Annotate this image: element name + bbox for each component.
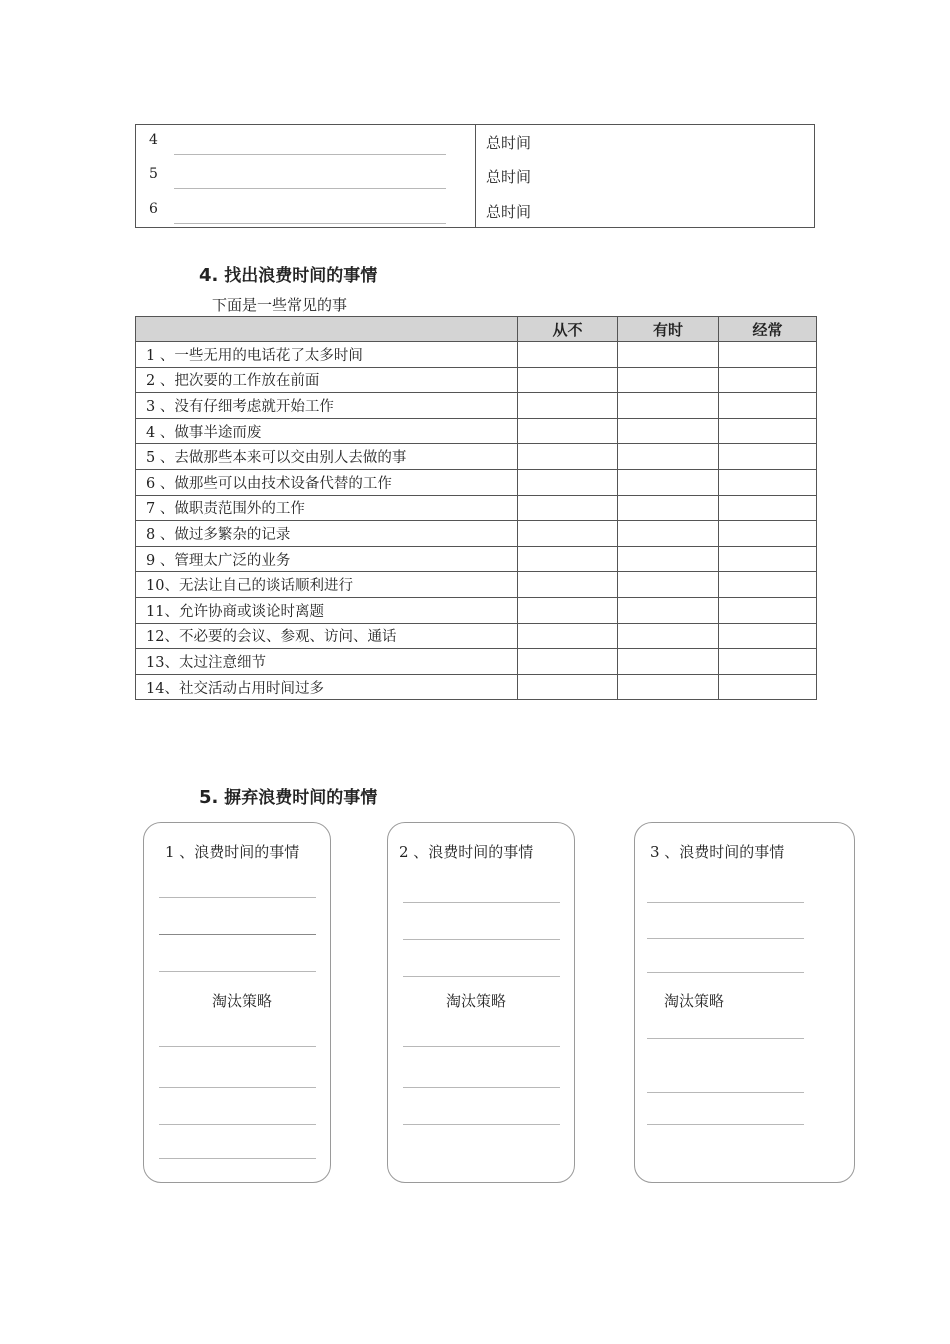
never-cell[interactable]	[518, 597, 618, 623]
time-log-row	[136, 201, 816, 221]
total-time-label: 总时间	[486, 134, 532, 152]
item-label: 7 、做职责范围外的工作	[136, 495, 518, 521]
never-cell[interactable]	[518, 418, 618, 444]
table-row	[136, 495, 817, 521]
strategy-label: 淘汰策略	[212, 992, 273, 1010]
fill-line[interactable]	[403, 1046, 560, 1047]
strategy-label: 淘汰策略	[446, 992, 507, 1010]
fill-line[interactable]	[647, 1092, 804, 1093]
fill-line[interactable]	[159, 1046, 316, 1047]
table-row	[136, 649, 817, 675]
sometimes-cell[interactable]	[618, 623, 719, 649]
table-row	[136, 597, 817, 623]
activity-fill-line[interactable]	[174, 154, 446, 155]
sometimes-cell[interactable]	[618, 674, 719, 700]
time-log-table	[135, 124, 815, 228]
fill-line[interactable]	[403, 902, 560, 903]
item-label: 5 、去做那些本来可以交由别人去做的事	[136, 444, 518, 470]
sometimes-cell[interactable]	[618, 393, 719, 419]
time-waster-card-2	[387, 822, 575, 1183]
fill-line[interactable]	[403, 1124, 560, 1125]
item-label: 8 、做过多繁杂的记录	[136, 521, 518, 547]
time-waster-card-1	[143, 822, 331, 1183]
activity-fill-line[interactable]	[174, 188, 446, 189]
fill-line[interactable]	[647, 938, 804, 939]
fill-line[interactable]	[159, 1124, 316, 1125]
fill-line[interactable]	[159, 897, 316, 898]
table-row	[136, 367, 817, 393]
header-never: 从不	[518, 317, 618, 342]
time-waster-table	[135, 316, 817, 700]
never-cell[interactable]	[518, 674, 618, 700]
sometimes-cell[interactable]	[618, 572, 719, 598]
never-cell[interactable]	[518, 649, 618, 675]
sometimes-cell[interactable]	[618, 342, 719, 368]
fill-line[interactable]	[403, 1087, 560, 1088]
item-label: 1 、一些无用的电话花了太多时间	[136, 342, 518, 368]
table-row	[136, 342, 817, 368]
fill-line[interactable]	[159, 1158, 316, 1159]
fill-line[interactable]	[647, 902, 804, 903]
card-title: 1 、浪费时间的事情	[165, 843, 300, 861]
often-cell[interactable]	[719, 469, 817, 495]
sometimes-cell[interactable]	[618, 597, 719, 623]
table-row	[136, 623, 817, 649]
row-number: 4	[149, 132, 158, 148]
sometimes-cell[interactable]	[618, 444, 719, 470]
sometimes-cell[interactable]	[618, 495, 719, 521]
item-label: 13、太过注意细节	[136, 649, 518, 675]
section-4-heading	[199, 261, 377, 286]
header-often: 经常	[719, 317, 817, 342]
often-cell[interactable]	[719, 367, 817, 393]
section-title: 找出浪费时间的事情	[224, 266, 378, 286]
never-cell[interactable]	[518, 521, 618, 547]
often-cell[interactable]	[719, 495, 817, 521]
strategy-label: 淘汰策略	[664, 992, 725, 1010]
section-number: 4.	[199, 265, 219, 286]
often-cell[interactable]	[719, 572, 817, 598]
sometimes-cell[interactable]	[618, 649, 719, 675]
never-cell[interactable]	[518, 342, 618, 368]
section-title: 摒弃浪费时间的事情	[224, 788, 378, 808]
sometimes-cell[interactable]	[618, 546, 719, 572]
table-header-row	[136, 317, 817, 342]
sometimes-cell[interactable]	[618, 367, 719, 393]
never-cell[interactable]	[518, 393, 618, 419]
item-label: 12、不必要的会议、参观、访问、通话	[136, 623, 518, 649]
item-label: 3 、没有仔细考虑就开始工作	[136, 393, 518, 419]
table-row	[136, 674, 817, 700]
often-cell[interactable]	[719, 342, 817, 368]
table-row	[136, 444, 817, 470]
item-label: 2 、把次要的工作放在前面	[136, 367, 518, 393]
total-time-label: 总时间	[486, 203, 532, 221]
item-label: 4 、做事半途而废	[136, 418, 518, 444]
table-row	[136, 393, 817, 419]
card-title: 3 、浪费时间的事情	[650, 843, 785, 861]
item-label: 6 、做那些可以由技术设备代替的工作	[136, 469, 518, 495]
table-row	[136, 546, 817, 572]
often-cell[interactable]	[719, 546, 817, 572]
often-cell[interactable]	[719, 649, 817, 675]
item-label: 14、社交活动占用时间过多	[136, 674, 518, 700]
table-row	[136, 521, 817, 547]
often-cell[interactable]	[719, 393, 817, 419]
row-number: 6	[149, 201, 158, 217]
item-label: 10、无法让自己的谈话顺利进行	[136, 572, 518, 598]
section-4-subtitle: 下面是一些常见的事	[212, 296, 348, 314]
often-cell[interactable]	[719, 597, 817, 623]
never-cell[interactable]	[518, 367, 618, 393]
header-item	[136, 317, 518, 342]
sometimes-cell[interactable]	[618, 469, 719, 495]
table-row	[136, 572, 817, 598]
never-cell[interactable]	[518, 572, 618, 598]
item-label: 9 、管理太广泛的业务	[136, 546, 518, 572]
fill-line[interactable]	[647, 1038, 804, 1039]
card-title: 2 、浪费时间的事情	[399, 843, 534, 861]
never-cell[interactable]	[518, 546, 618, 572]
fill-line[interactable]	[159, 971, 316, 972]
time-waster-card-3	[634, 822, 855, 1183]
often-cell[interactable]	[719, 444, 817, 470]
fill-line[interactable]	[647, 1124, 804, 1125]
fill-line[interactable]	[403, 939, 560, 940]
often-cell[interactable]	[719, 674, 817, 700]
fill-line[interactable]	[159, 934, 316, 935]
never-cell[interactable]	[518, 469, 618, 495]
time-log-row	[136, 132, 816, 152]
row-number: 5	[149, 166, 158, 182]
section-number: 5.	[199, 787, 219, 808]
often-cell[interactable]	[719, 418, 817, 444]
never-cell[interactable]	[518, 444, 618, 470]
item-label: 11、允许协商或谈论时离题	[136, 597, 518, 623]
never-cell[interactable]	[518, 495, 618, 521]
time-log-row	[136, 166, 816, 186]
table-row	[136, 469, 817, 495]
total-time-label: 总时间	[486, 168, 532, 186]
table-row	[136, 418, 817, 444]
fill-line[interactable]	[647, 972, 804, 973]
fill-line[interactable]	[403, 976, 560, 977]
sometimes-cell[interactable]	[618, 521, 719, 547]
fill-line[interactable]	[159, 1087, 316, 1088]
section-5-heading	[199, 783, 377, 808]
never-cell[interactable]	[518, 623, 618, 649]
sometimes-cell[interactable]	[618, 418, 719, 444]
header-sometimes: 有时	[618, 317, 719, 342]
often-cell[interactable]	[719, 623, 817, 649]
often-cell[interactable]	[719, 521, 817, 547]
activity-fill-line[interactable]	[174, 223, 446, 224]
